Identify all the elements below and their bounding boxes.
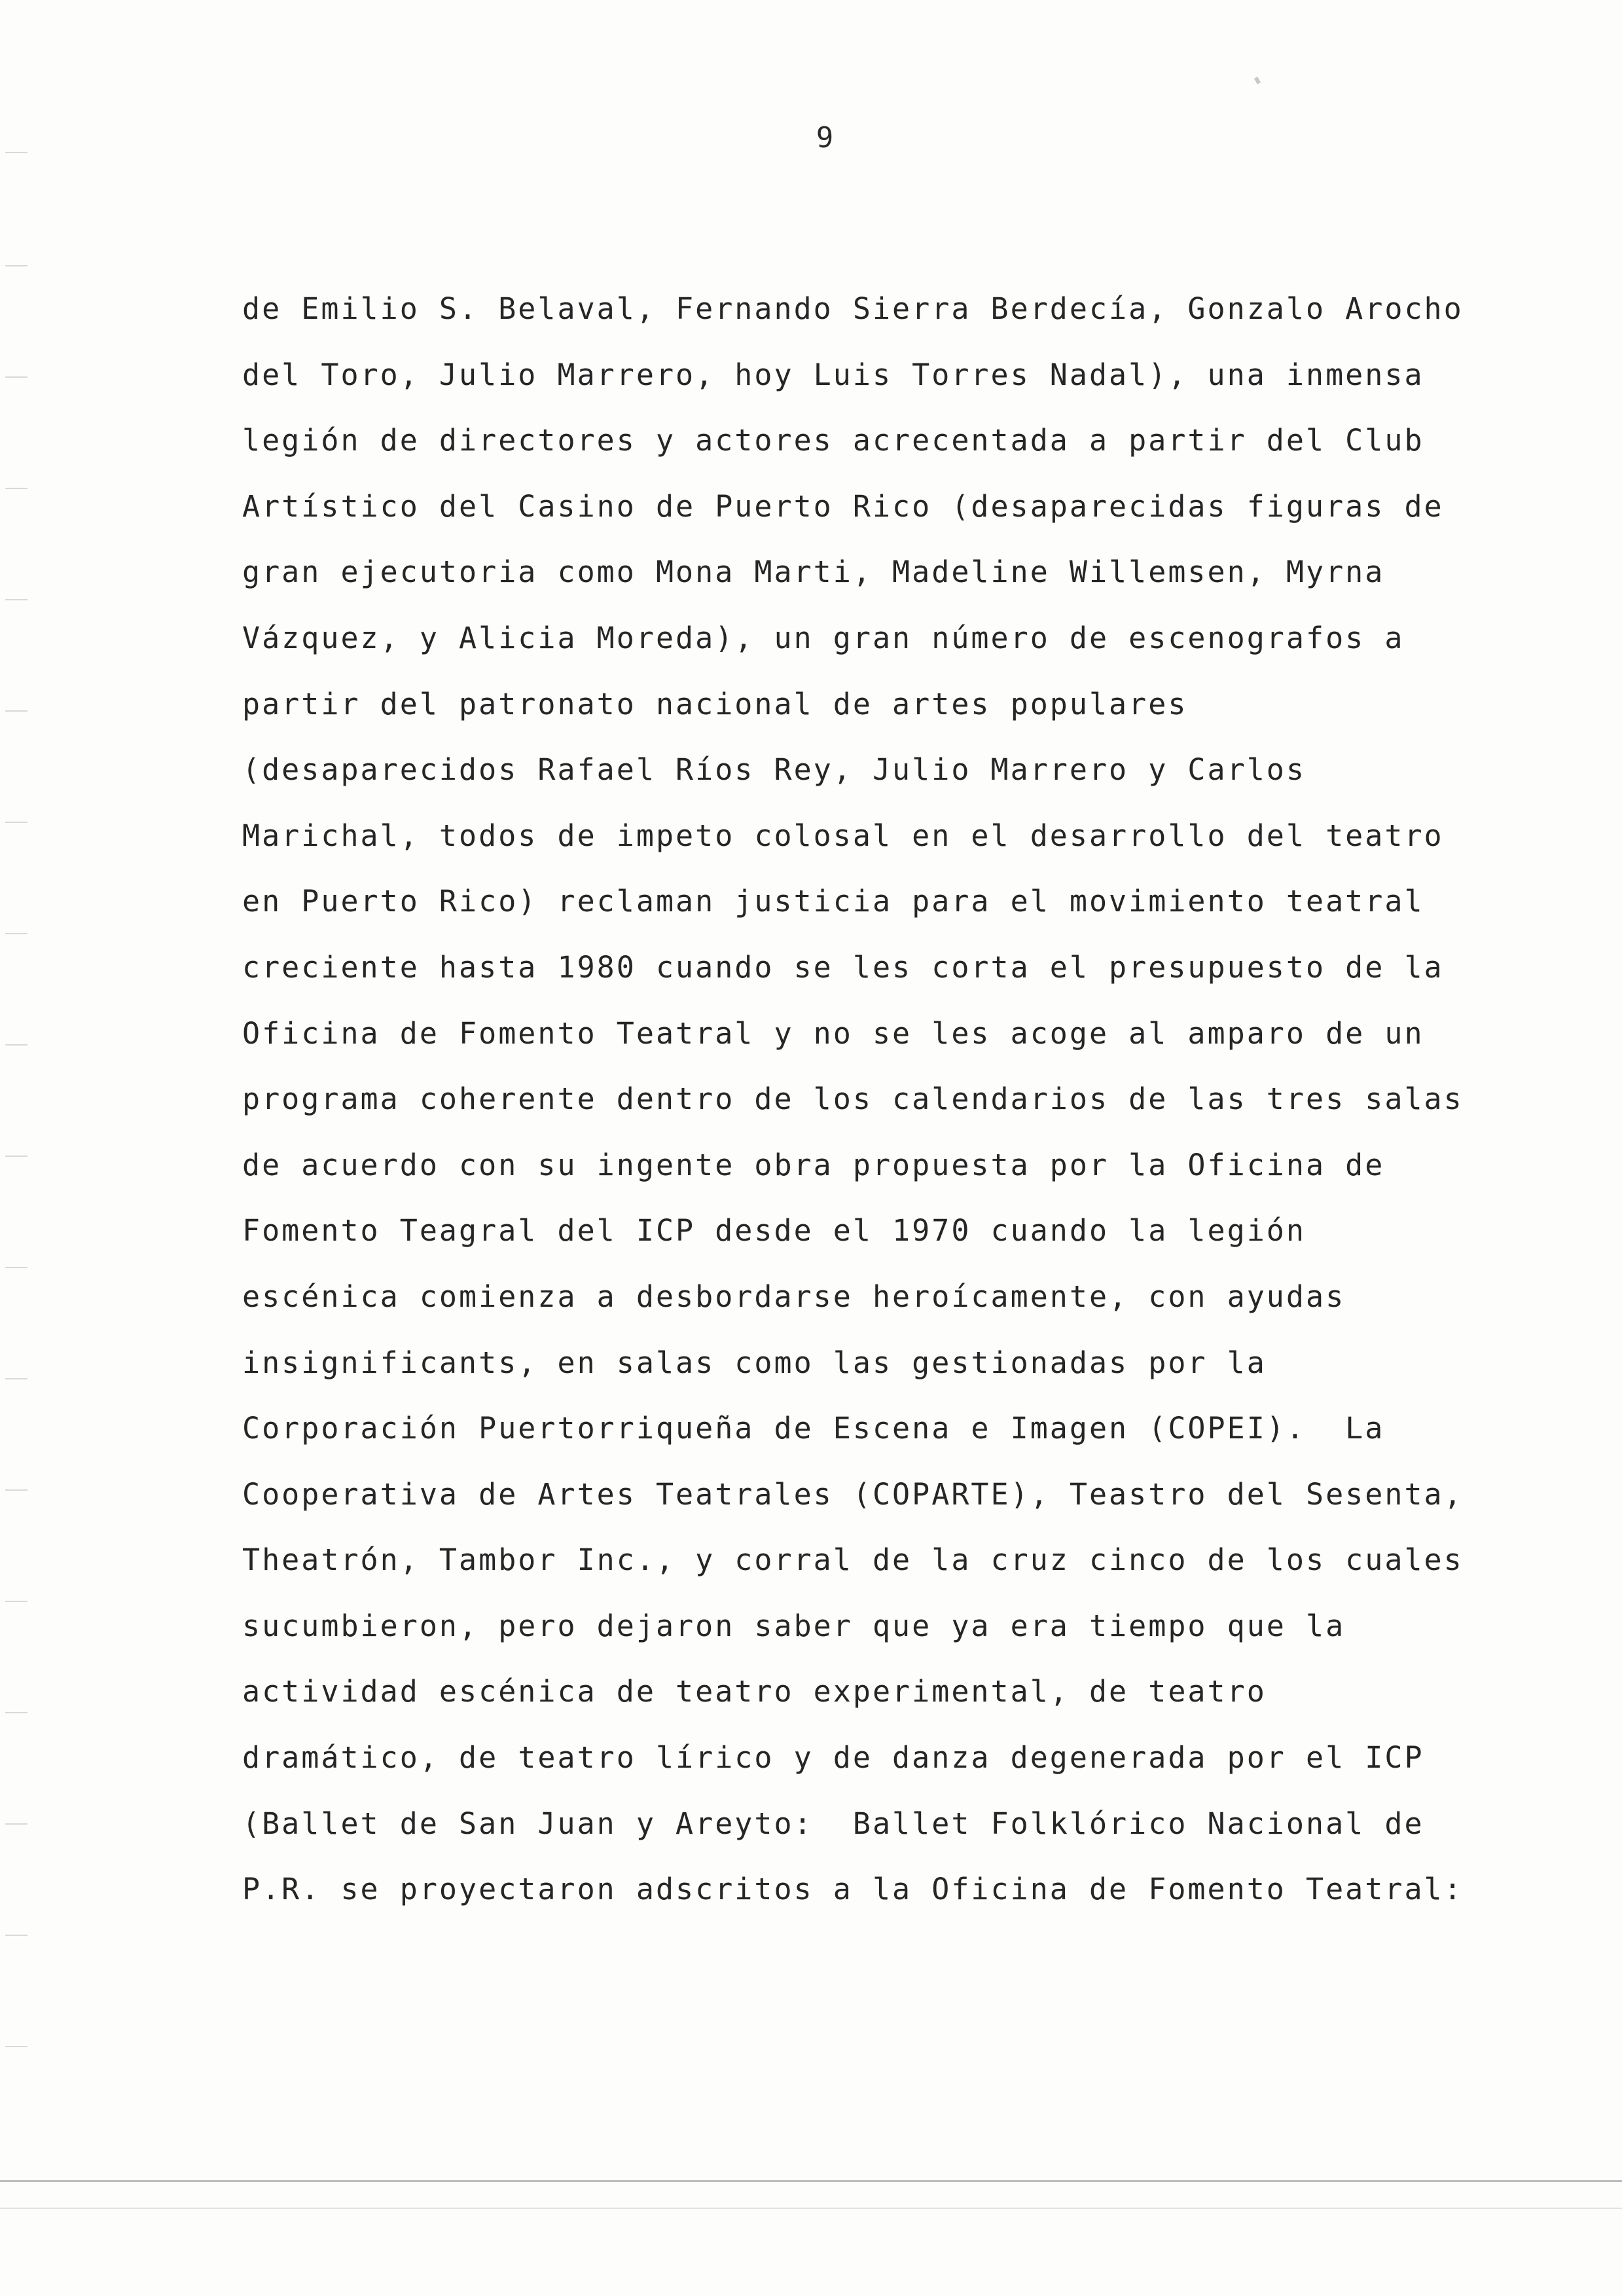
text-line: Marichal, todos de impeto colosal en el desarrollo del teatro [242, 818, 1444, 853]
margin-tick [5, 2046, 27, 2047]
margin-tick [5, 1267, 27, 1268]
margin-tick [5, 1935, 27, 1936]
margin-tick [5, 710, 27, 712]
text-line: escénica comienza a desbordarse heroícamente, con ayudas [242, 1279, 1346, 1314]
text-line: Fomento Teagral del ICP desde el 1970 cuando la legión [242, 1213, 1306, 1248]
text-line: Theatrón, Tambor Inc., y corral de la cruz cinco de los cuales [242, 1542, 1464, 1578]
margin-tick [5, 1489, 27, 1491]
margin-tick [5, 1823, 27, 1825]
margin-tick [5, 1601, 27, 1602]
text-line: (Ballet de San Juan y Areyto: Ballet Folklórico Nacional de [242, 1806, 1424, 1841]
page-bottom-rule [0, 2180, 1622, 2182]
margin-tick [5, 1378, 27, 1379]
margin-tick [5, 599, 27, 600]
text-line: creciente hasta 1980 cuando se les corta el presupuesto de la [242, 949, 1444, 985]
text-line: de Emilio S. Belaval, Fernando Sierra Berdecía, Gonzalo Arocho [242, 291, 1464, 326]
text-line: Cooperativa de Artes Teatrales (COPARTE), Teastro del Sesenta, [242, 1476, 1464, 1512]
text-line: dramático, de teatro lírico y de danza degenerada por el ICP [242, 1740, 1424, 1776]
text-line: en Puerto Rico) reclaman justicia para el movimiento teatral [242, 884, 1424, 919]
margin-tick [5, 822, 27, 823]
text-line: Corporación Puertorriqueña de Escena e Imagen (COPEI). La [242, 1411, 1385, 1446]
body-text [242, 288, 1473, 1935]
text-line: gran ejecutoria como Mona Marti, Madeline Willemsen, Myrna [242, 555, 1385, 590]
text-line: Artístico del Casino de Puerto Rico (desaparecidas figuras de [242, 488, 1444, 524]
margin-tick [5, 376, 27, 378]
page-number: 9 [816, 121, 834, 155]
text-line: (desaparecidos Rafael Ríos Rey, Julio Marrero y Carlos [242, 752, 1306, 788]
margin-tick [5, 933, 27, 934]
margin-tick [5, 488, 27, 489]
text-line: Oficina de Fomento Teatral y no se les acoge al amparo de un [242, 1015, 1424, 1051]
text-line: insignificants, en salas como las gestionadas por la [242, 1345, 1267, 1380]
text-line: P.R. se proyectaron adscritos a la Oficina de Fomento Teatral: [242, 1872, 1464, 1907]
text-line: partir del patronato nacional de artes populares [242, 686, 1188, 721]
text-line: de acuerdo con su ingente obra propuesta por la Oficina de [242, 1147, 1385, 1182]
text-line: programa coherente dentro de los calendarios de las tres salas [242, 1082, 1464, 1117]
margin-tick [5, 1712, 27, 1713]
margin-tick [5, 1156, 27, 1157]
text-line: actividad escénica de teatro experimental, de teatro [242, 1674, 1267, 1709]
page-bottom-rule [0, 2208, 1622, 2209]
text-line: Vázquez, y Alicia Moreda), un gran número de escenografos a [242, 620, 1405, 655]
text-line: legión de directores y actores acrecentada a partir del Club [242, 423, 1424, 458]
margin-tick [5, 1044, 27, 1046]
scan-speck [1254, 77, 1261, 84]
text-line: del Toro, Julio Marrero, hoy Luis Torres Nadal), una inmensa [242, 357, 1424, 392]
text-line: sucumbieron, pero dejaron saber que ya era tiempo que la [242, 1608, 1346, 1643]
margin-tick [5, 265, 27, 266]
